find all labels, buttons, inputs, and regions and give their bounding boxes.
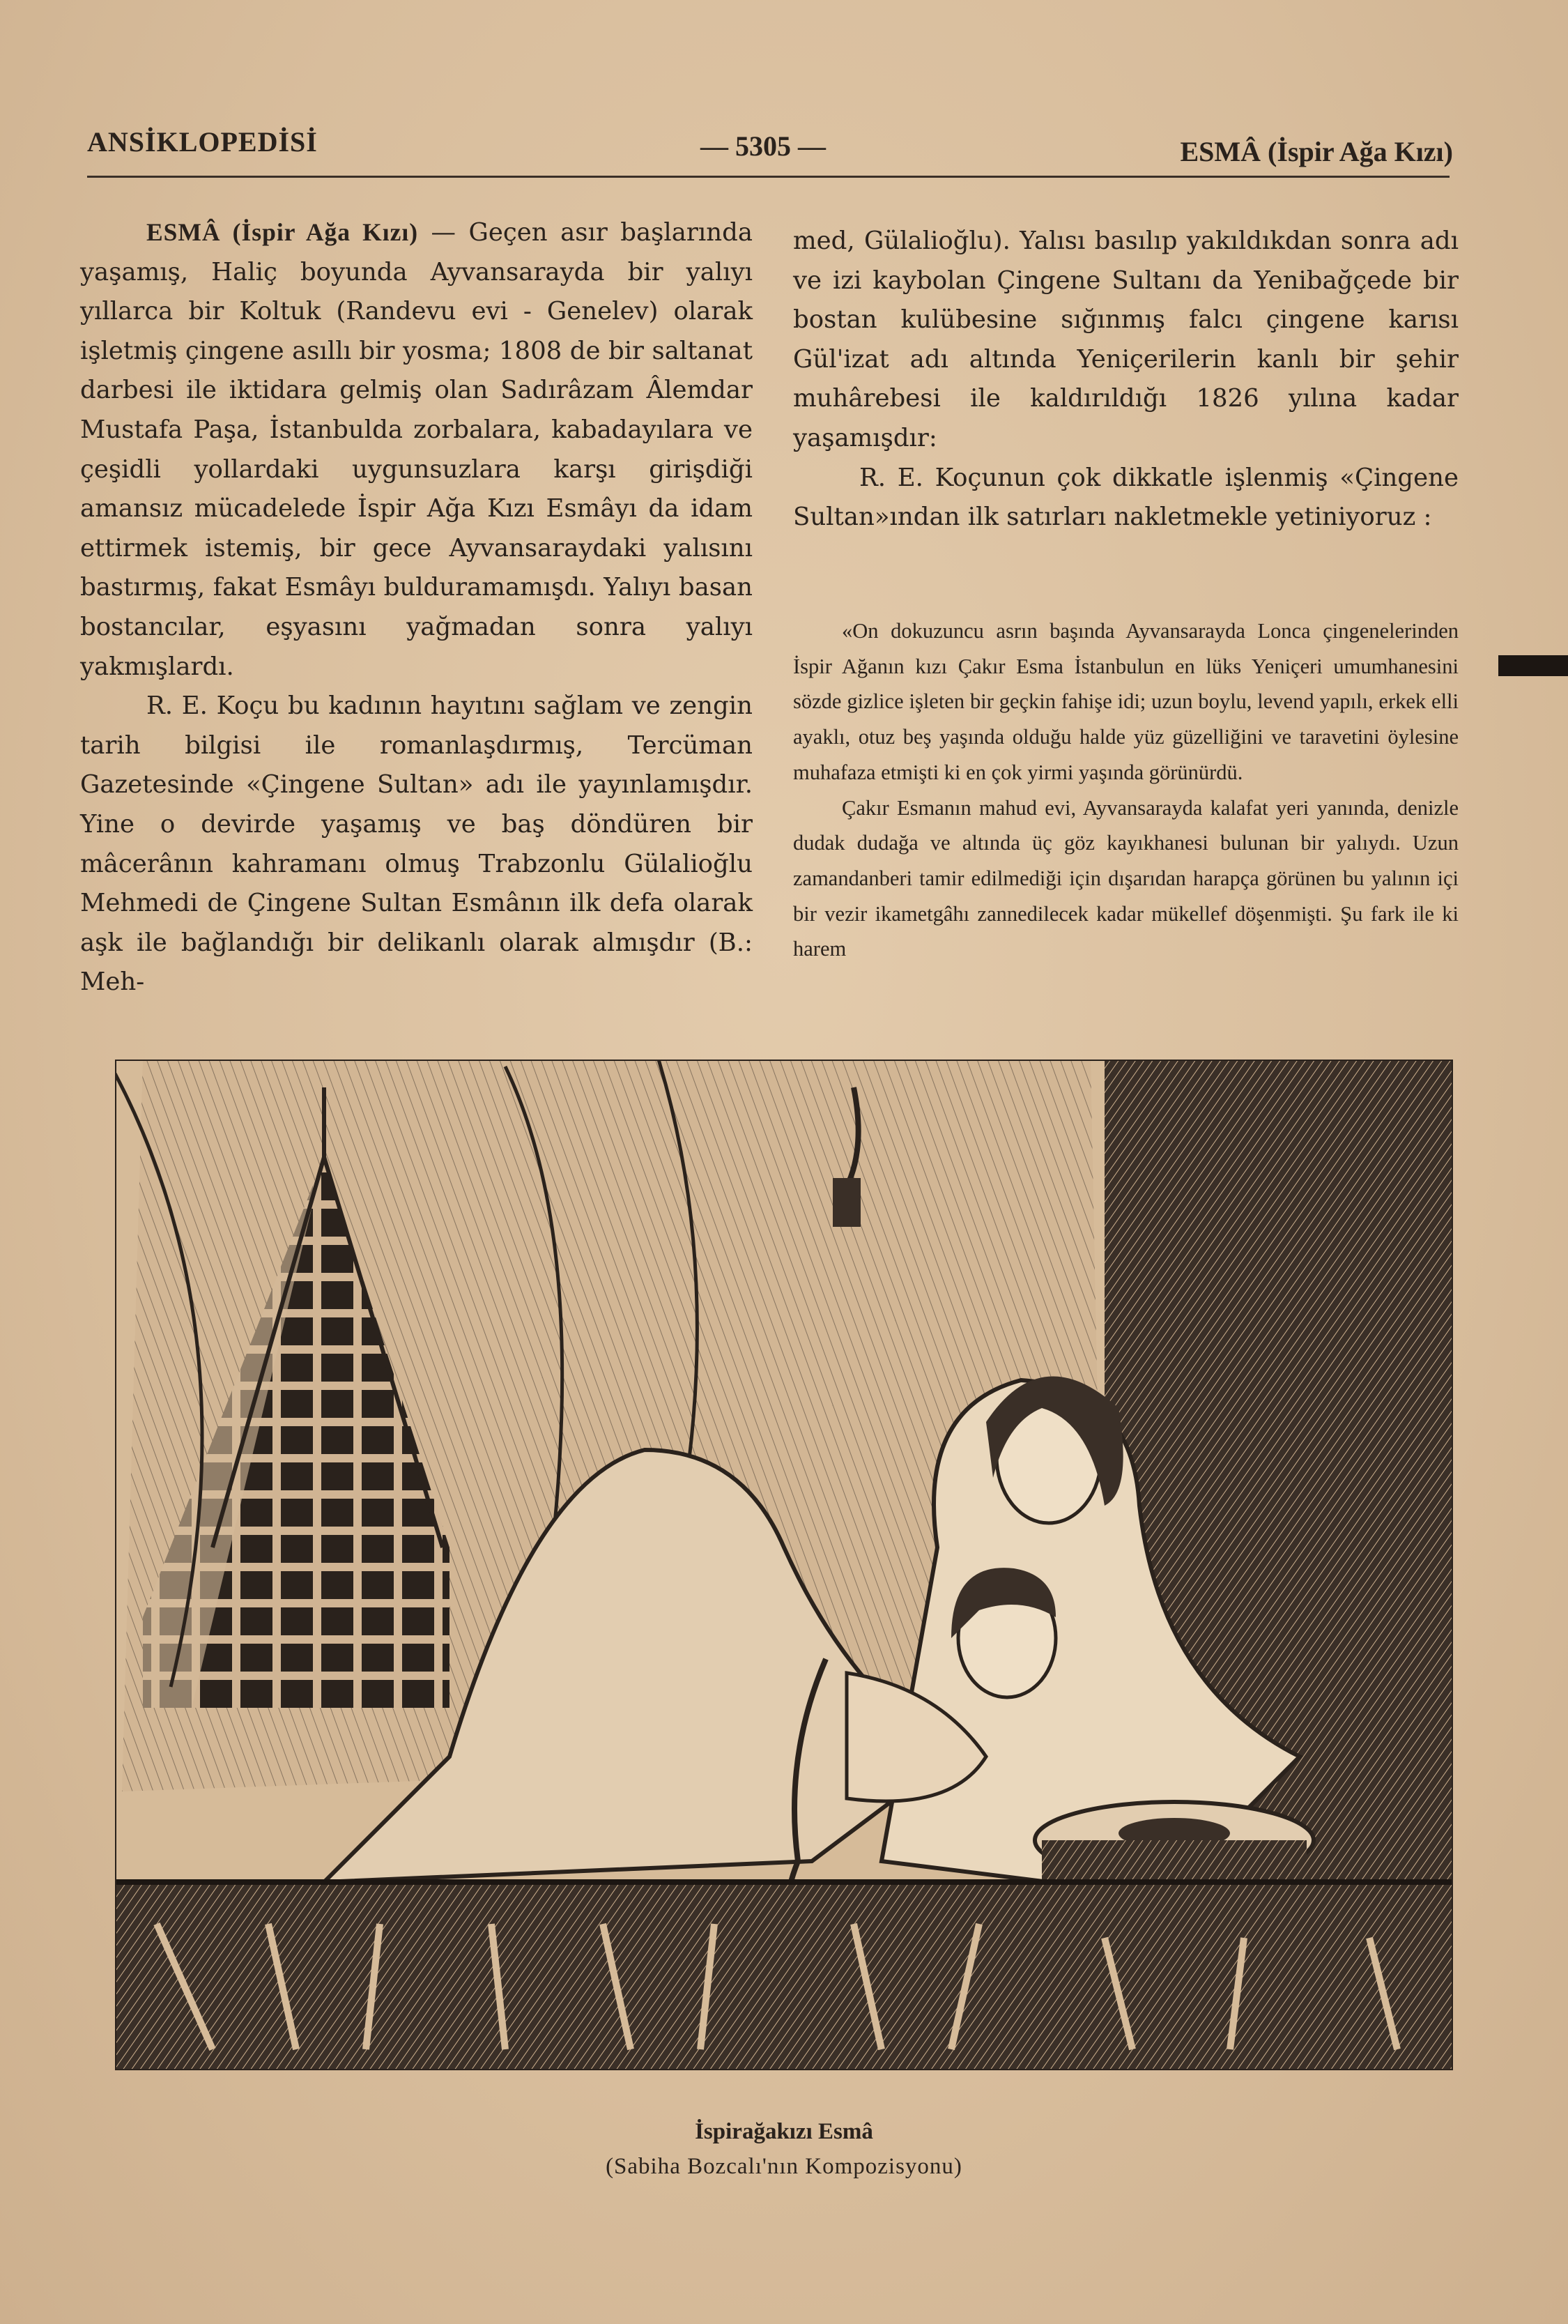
illustration-ispiragakizi-esma — [115, 1060, 1453, 2070]
entry-paragraph-2: R. E. Koçu bu kadının hayıtını sağlam ve zengin tarih bilgisi ile romanlaşdırmış, Tercüman Gazetesinde «Çingene Sultan» adı ile yayınlamışdır. Yine o devirde yaşamış ve baş döndüren bir mâcerânın kahramanı olmuş Trabzonlu Gülalioğlu Mehmedi de Çingene Sultan Esmânın ilk defa olarak aşk ile bağlandığı bir delikanlı olarak almışdır (B.: Meh- — [80, 691, 753, 997]
entry-headword: ESMÂ (İspir Ağa Kızı) — [146, 218, 419, 246]
header-encyclopedia-title: ANSİKLOPEDİSİ — [87, 126, 318, 158]
quote-paragraph-2: Çakır Esmanın mahud evi, Ayvansarayda kalafat yeri yanında, denizle dudak dudağa ve altında üç göz kayıkhanesi bulunan bir yalıydı. Uzun zamandanberi tamir edilmediği için dışarıdan harapça görünen bu yalının içi bir vezir ikametgâhı zannedilecek kadar mükellef döşenmişti. Şu fark ile ki harem — [793, 795, 1459, 961]
header-rule — [87, 176, 1450, 178]
entry-intro-text: — Geçen asır başlarında yaşamış, Haliç boyunda Ayvansarayda bir yalıyı yıllarca bir Koltuk (Randevu evi - Genelev) olarak işletmiş çingene asıllı bir yosma; 1808 de bir saltanat darbesi ile iktidara gelmiş olan Sadırâzam Âlemdar Mustafa Paşa, İstanbulda zorbalara, kabadayılara ve çeşidli yollardaki uygunsuzlara karşı girişdiği amansız mücadelede İspir Ağa Kızı Esmâyı da idam ettirmek istemiş, bir gece Ayvansaraydaki yalısını bastırmış, fakat Esmâyı bulduramamışdı. Yalıyı basan bostancılar, eşyasını yağmadan sonra yalıyı yakmışlardı. — [80, 218, 753, 681]
entry-paragraph-4: R. E. Koçunun çok dikkatle işlenmiş «Çingene Sultan»ından ilk satırları nakletmekle yetiniyoruz : — [793, 463, 1459, 532]
page-edge-mark — [1498, 655, 1568, 676]
illustration-caption-title: İspirağakızı Esmâ — [695, 2119, 873, 2144]
page-number: — 5305 — — [700, 130, 826, 162]
illustration-caption-credit: (Sabiha Bozcalı'nın Kompozisyonu) — [606, 2154, 962, 2179]
quoted-excerpt — [793, 613, 1459, 967]
page-header — [87, 119, 1453, 174]
quote-paragraph-1: «On dokuzuncu asrın başında Ayvansarayda Lonca çingenelerinden İspir Ağanın kızı Çakır Esma İstanbulun en lüks Yeniçeri umumhanesini sözde gizlice işleten bir geçkin fahişe idi; uzun boylu, levend yapılı, erkek elli ayaklı, otuz beş yaşında olduğu halde yüz güzelliğini ve taravetini öylesine muhafaza etmişti ki en çok yirmi yaşında görünürdü. — [793, 619, 1459, 784]
illustration-drawing — [115, 1060, 1453, 2070]
entry-intro-paragraph — [80, 213, 753, 687]
entry-paragraph-3: med, Gülalioğlu). Yalısı basılıp yakıldıkdan sonra adı ve izi kaybolan Çingene Sultanı da Yenibağçede bir bostan kulübesine sığınmış falcı çingene karısı Gül'izat adı altında Yeniçerilerin kanlı bir şehir muhârebesi ile kaldırıldığı 1826 yılına kadar yaşamışdır: — [793, 227, 1459, 452]
left-column — [80, 213, 753, 1002]
header-entry-title: ESMÂ (İspir Ağa Kızı) — [1180, 136, 1453, 167]
right-column — [793, 222, 1459, 537]
